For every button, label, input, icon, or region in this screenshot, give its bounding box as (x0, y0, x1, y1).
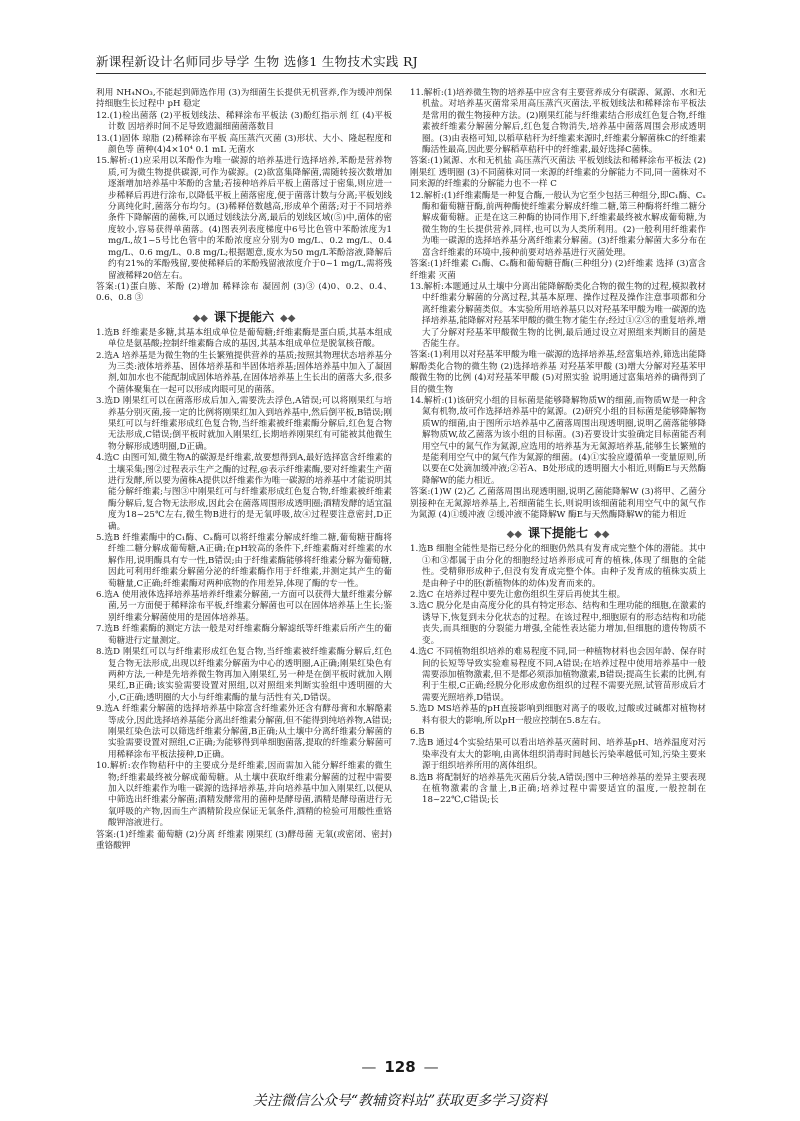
answer-item: 6.B (410, 726, 425, 737)
heading-ornament-left: ◆◆ (192, 312, 208, 324)
answer-text: 答案:(1)纤维素 葡萄糖 (2)分离 纤维素 刚果红 (3)酵母菌 无氧(或密闭、密封) 重铬酸钾 (96, 829, 392, 851)
heading-ornament-right: ◆◆ (594, 529, 610, 541)
answer-item: 13.(1)固体 琼脂 (2)稀释涂布平板 高压蒸汽灭菌 (3)形状、大小、隆起程度和颜色等 菌种(4)4×10⁴ 0.1 mL 无菌水 (96, 133, 392, 156)
answer-item: 4.选C 由图可知,微生物A的碳源是纤维素,故要想得到A,最好选择富含纤维素的土壤采集;图②过程表示生产之酶的过程,@表示纤维素酶,要对纤维素生产菌进行发酵,所以要为菌株A提供以纤维素作为唯一碳源的培养基中才能说明其能分解纤维素;与图③中刚果红可与纤维素形成红色复合物,纤维素被纤维素酶分解后,复合物无法形成,因此会在菌落周围形成透明圈;酒精发酵的适宜温度为18~25℃左右,微生物B进行的是无氧呼吸,故④过程要注意密封,D正确。 (96, 453, 392, 532)
section-seven-title: 课下提能七 (527, 526, 588, 541)
answer-item: 10.解析:农作物秸秆中的主要成分是纤维素,因而需加入能分解纤维素的微生物;纤维素最终被分解成葡萄糖。从土壤中获取纤维素分解菌的过程中需要加入以纤维素作为唯一碳源的选择培养基,并向培养基中加入刚果红,以便从中筛选出纤维素分解菌;酒精发酵常用的菌种是酵母菌,酒精是酵母菌进行无氧呼吸的产物,因而生产酒精阶段应保证无氧条件,酒精的检验可用酸性重铬酸钾溶液进行。 (96, 761, 392, 829)
answer-item: 14.解析:(1)该研究小组的目标菌是能够降解物质W的细菌,而物质W是一种含氮有机物,故可作选择培养基中的氮源。(2)研究小组的目标菌是能够降解物质W的细菌,由于图所示培养基中乙菌落周围出现透明圈,说明乙菌落能够降解物质W,故乙菌落为该小组的目标菌。(3)若要设计实验确定目标菌能否利用空气中的氮气作为氮源,应选用的培养基为无氮源培养基,能够生长繁殖的是能利用空气中的氮气作为氮源的细菌。(4)①实验应遵循单一变量原则,所以要在C处滴加缓冲液;②若A、B处形成的透明圈大小相近,则酶E与天然酶降解W的能力相近。 (410, 395, 706, 486)
answer-columns (96, 88, 706, 1048)
header-title: 新课程新设计名师同步导学 生物 选修1 生物技术实践 RJ (96, 54, 418, 69)
answer-item: 6.选A 使用液体选择培养基培养纤维素分解菌,一方面可以获得大量纤维素分解菌,另一方面便于稀释涂布平板,纤维素分解菌也可以在固体培养基上生长;鉴别纤维素分解菌使用的是固体培养基。 (96, 590, 392, 623)
answer-text: 答案:(1)利用以对羟基苯甲酸为唯一碳源的选择培养基,经富集培养,筛选出能降解酚类化合物的微生物 (2)选择培养基 对羟基苯甲酸 (3)增大分解对羟基苯甲酸微生物的比例 (4)对羟基苯甲酸 (5)对照实验 说明通过富集培养的确得到了目的微生物 (410, 350, 706, 395)
answer-item: 2.选A 培养基是为微生物的生长繁殖提供营养的基质;按照其物理状态培养基分为三类:液体培养基、固体培养基和半固体培养基;固体培养基中加入了凝固剂,如加水也不能配制成固体培养基,在固体培养基上生长出的菌落大多,很多个菌体聚集在一起可以形成肉眼可见的菌落。 (96, 350, 392, 395)
answer-item: 8.选B 将配制好的培养基先灭菌后分装,A错误;图中三种培养基的差异主要表现在植物激素的含量上,B正确;培养过程中需要适宜的温度,一般控制在18~22℃,C错误;长 (410, 772, 706, 806)
answer-item: 12.解析:(1)纤维素酶是一种复合酶,一般认为它至少包括三种组分,即C₁酶、Cₓ酶和葡萄糖苷酶,前两种酶使纤维素分解成纤维二糖,第三种酶将纤维二糖分解成葡萄糖。正是在这三种酶的协同作用下,纤维素最终被水解成葡萄糖,为微生物的生长提供营养,同样,也可以为人类所利用。(2)一般利用纤维素作为唯一碳源的选择培养基分离纤维素分解菌。(3)纤维素分解菌大多分布在富含纤维素的环境中,接种前要对培养基进行灭菌处理。 (410, 190, 706, 258)
answer-text: 答案:(1)纤维素 C₁酶、Cₓ酶和葡萄糖苷酶(三种组分) (2)纤维素 选择 (3)富含纤维素 灭菌 (410, 259, 706, 281)
page-number: — 128 — (361, 1058, 439, 1076)
answer-item: 5.选D MS培养基的pH直接影响到细胞对离子的吸收,过酸或过碱都对植物材料有很大的影响,所以pH一般应控制在5.8左右。 (410, 704, 706, 726)
footer-text: 关注微信公众号“教辅资料站”获取更多学习资料 (252, 1093, 548, 1109)
answer-item: 3.选C 脱分化是由高度分化的具有特定形态、结构和生理功能的细胞,在激素的诱导下,恢复到未分化状态的过程。在该过程中,细胞原有的形态结构和功能丧失,而具细胞的分裂能力增强,全能性表达能力增加,但细胞的遗传物质不变。 (410, 601, 706, 646)
answer-text: 答案:(1)蛋白胨、苯酚 (2)增加 稀释涂布 凝固剂 (3)③ (4)0、0.2、0.4、0.6、0.8 ③ (96, 281, 392, 304)
left-column (96, 88, 392, 1048)
answer-item: 2.选C 在培养过程中要先让愈伤组织生芽后再使其生根。 (410, 590, 626, 601)
answer-text: 答案:(1)W (2)乙 乙菌落周围出现透明圈,说明乙菌能降解W (3)将甲、乙菌分别接种在无氮源培养基上,若细菌能生长,则说明该细菌能利用空气中的氮气作为氮源 (4)①缓冲液 ②缓冲液不能降解W 酶E与天然酶降解W的能力相近 (410, 487, 706, 521)
section-heading-six (96, 308, 392, 325)
answer-item: 9.选A 纤维素分解菌的选择培养基中除富含纤维素外还含有酵母膏和水解酪素等成分,因此选择培养基能分离出纤维素分解菌,但不能得到纯培养物,A错误;刚果红染色法可以筛选纤维素分解菌,B正确;从土壤中分离纤维素分解菌的实验需要设置对照组,C正确;为能够得到单细胞菌落,提取的纤维素分解菌可用稀释涂布平板法接种,D正确。 (96, 704, 392, 760)
right-column (410, 88, 706, 1048)
answer-item: 8.选D 刚果红可以与纤维素形成红色复合物,当纤维素被纤维素酶分解后,红色复合物无法形成,出现以纤维素分解菌为中心的透明圈,A正确;刚果红染色有两种方法,一种是先培养微生物再加入刚果红,另一种是在倒平板时就加入刚果红,B正确;该实验需要设置对照组,以对照组来判断实验组中透明圈的大小,C正确;透明圈的大小与纤维素酶的量与活性有关,D错误。 (96, 647, 392, 703)
answer-item: 3.选D 刚果红可以在菌落形成后加入,需要洗去浮色,A错误;可以将刚果红与培养基分别灭菌,接一定的比例将刚果红加入到培养基中,然后倒平板,B错误;刚果红可以与纤维素形成红色复合物,当纤维素被纤维素酶分解后,红色复合物无法形成,C错误;倒平板时就加入刚果红,长期培养刚果红有可能被其他微生物分解形成透明圈,D正确。 (96, 396, 392, 452)
section-heading-seven (410, 524, 706, 541)
answer-item: 5.选B 纤维素酶中的C₁酶、Cₓ酶可以将纤维素分解成纤维二糖,葡萄糖苷酶将纤维二糖分解成葡萄糖,A正确;在pH较高的条件下,纤维素酶对纤维素的水解作用,说明酶具有专一性,B错误;由于纤维素酶能够将纤维素分解为葡萄糖,因此可利用纤维素分解菌分泌的纤维素酶作用于纤维素,并测定其产生的葡萄糖量,C正确;纤维素酶对两种底物的作用差异,体现了酶的专一性。 (96, 533, 392, 589)
page-header (96, 52, 706, 74)
answer-item: 12.(1)检出菌落 (2)平板划线法、稀释涂布平板法 (3)酚红指示剂 红 (4)平板计数 因培养时间不足导致遗漏细菌菌落数目 (96, 110, 392, 133)
answer-item: 1.选B 纤维素是多糖,其基本组成单位是葡萄糖;纤维素酶是蛋白质,其基本组成单位是氨基酸;控制纤维素酶合成的基因,其基本组成单位是脱氧核苷酸。 (96, 327, 392, 350)
answer-item: 1.选B 细胞全能性是指已经分化的细胞仍然具有发育成完整个体的潜能。其中①和③都属于由分化的细胞经过培养形成可育的植株,体现了细胞的全能性。受精卵形成种子,但没有发育成完整个体。由种子发育成的植株实质上是由种子中的胚(新植物体的幼体)发育而来的。 (410, 544, 706, 589)
page-number-value: 128 (384, 1058, 416, 1076)
footer-note (0, 1090, 800, 1110)
heading-ornament-left: ◆◆ (506, 529, 522, 541)
answer-item: 13.解析:本题通过从土壤中分离出能降解酚类化合物的微生物的过程,模拟教材中纤维素分解菌的分离过程,其基本原理、操作过程及操作注意事项都和分离纤维素分解菌类似。本实验所用培养基只以对羟基苯甲酸为唯一碳源的选择培养基,能降解对羟基苯甲酸的微生物才能生存;经过①②③的重复培养,增大了分解对羟基苯甲酸微生物的比例,最后通过设立对照组来判断目的菌是否能生存。 (410, 281, 706, 349)
answer-item: 7.选B 纤维素酶的测定方法一般是对纤维素酶分解滤纸等纤维素后所产生的葡萄糖进行定量测定。 (96, 624, 392, 646)
answer-item: 7.选B 通过4个实验结果可以看出培养基灭菌时间、培养基pH、培养温度对污染率没有太大的影响,由离体组织消毒时间越长污染率越低可知,污染主要来源于组织培养所用的离体组织。 (410, 738, 706, 772)
answer-item: 15.解析:(1)应采用以苯酚作为唯一碳源的培养基进行选择培养,苯酚是营养物质,可为微生物提供碳源,可作为碳源。(2)欲富集降解菌,需随转接次数增加逐渐增加培养基中苯酚的含量;若接种培养后平板上菌落过于密集,则应进一步稀释后再进行涂布,以降低平板上菌落密度,便于菌落计数与分离;平板划线分离纯化时,菌落分布均匀。(3)稀释倍数越高,形成单个菌落;对于不同培养条件下降解菌的菌株,可以通过划线法分离,最后的划线区域(⑤)中,菌体的密度较小,容易获得单菌落。(4)图表列表度梯度中6号比色管中苯酚浓度为1 mg/L,故1~5号比色管中的苯酚浓度应分别为0 mg/L、0.2 mg/L、0.4 mg/L、0.6 mg/L、0.8 mg/L;根据题意,废水为50 mg/L苯酚溶液,降解后约有21%的苯酚残留,要使稀释后的苯酚残留液浓度介于0~1 mg/L,需将残留液稀释20倍左右。 (96, 156, 392, 281)
heading-ornament-right: ◆◆ (280, 312, 296, 324)
section-six-title: 课下提能六 (213, 309, 274, 324)
answer-item: 4.选C 不同植物组织培养的难易程度不同,同一种植物材料也会因年龄、保存时间的长短等导致实验难易程度不同,A错误;在培养过程中使用培养基中一般需要添加植物激素,但不是都必须添加植物激素,B错误;提高生长素的比例,有利于生根,C正确;经脱分化形成愈伤组织的过程不需要光照,试管苗形成后才需要光照培养,D错误。 (410, 647, 706, 703)
answer-item: 11.解析:(1)培养微生物的培养基中应含有主要营养成分有碳源、氮源、水和无机盐。对培养基灭菌常采用高压蒸汽灭菌法,平板划线法和稀释涂布平板法是常用的微生物接种方法。(2)刚果红能与纤维素结合形成红色复合物,纤维素被纤维素分解菌分解后,红色复合物消失,培养基中菌落周围会形成透明圈。(3)由表格可知,以稻草秸秆为纤维素来源时,纤维素分解菌株C的纤维素酶活性最高,因此要分解稻草秸秆中的纤维素,最好选择C菌株。 (410, 88, 706, 156)
answer-text: 利用 NH₄NO₃,不能起到筛选作用 (3)为细菌生长提供无机营养,作为缓冲剂保持细胞生长过程中 pH 稳定 (96, 88, 392, 110)
answer-text: 答案:(1)氮源、水和无机盐 高压蒸汽灭菌法 平板划线法和稀释涂布平板法 (2)刚果红 透明圈 (3)不同菌株对同一来源的纤维素的分解能力不同,同一菌株对不同来源的纤维素的分解能力也不一样 C (410, 156, 706, 190)
